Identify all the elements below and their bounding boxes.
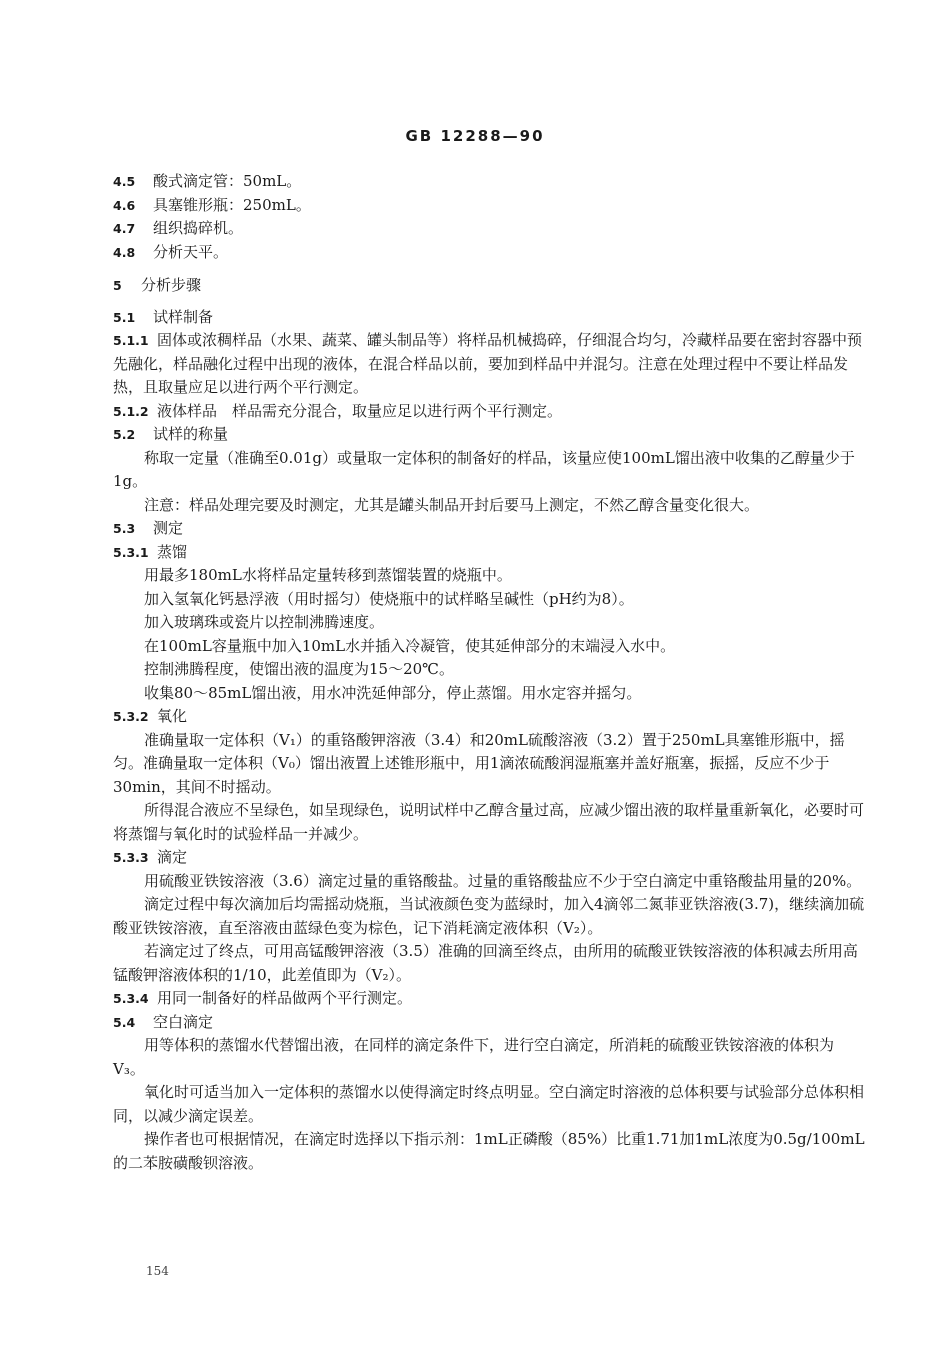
item-text: 酸式滴定管：50mL。 (153, 172, 302, 190)
procedure-line: 收集80～85mL馏出液，用水冲洗延伸部分，停止蒸馏。用水定容并摇匀。 (144, 683, 642, 702)
subsection-heading (113, 846, 865, 870)
section-number: 4.7 (113, 221, 136, 236)
section-number: 4.8 (113, 244, 136, 260)
procedure-line: 在100mL容量瓶中加入10mL水并插入冷凝管，使其延伸部分的末端浸入水中。 (144, 636, 676, 655)
section-number: 5.3 (113, 521, 136, 536)
section-heading (113, 274, 865, 298)
section-number: 5.3.2 (113, 709, 149, 724)
paragraph: 准确量取一定体积（V₁）的重铬酸钾溶液（3.4）和20mL硫酸溶液（3.2）置于250mL具塞锥形瓶中，摇匀。准确量取一定体积（V₀）馏出液置上述锥形瓶中，用1滴浓硫酸润湿瓶塞并盖好瓶塞，振摇，反应不少于30min，其间不时摇动。 (113, 730, 845, 796)
paragraph: 氧化时可适当加入一定体积的蒸馏水以使得滴定时终点明显。空白滴定时溶液的总体积要与试验部分总体积相同，以减少滴定误差。 (113, 1083, 865, 1125)
subsection-heading (113, 541, 865, 565)
subsection-heading (113, 423, 865, 447)
procedure-line: 控制沸腾程度，使馏出液的温度为15～20℃。 (144, 660, 454, 678)
paragraph: 滴定过程中每次滴加后均需摇动烧瓶，当试液颜色变为蓝绿时，加入4滴邻二氮菲亚铁溶液(3.7)，继续滴加硫酸亚铁铵溶液，直至溶液由蓝绿色变为棕色，记下消耗滴定液体积（V₂）。 (113, 895, 865, 937)
paragraph (113, 987, 865, 1011)
section-number: 5.2 (113, 427, 136, 442)
subsection-heading (113, 1011, 865, 1035)
subsection-heading (113, 705, 865, 729)
item-text: 组织捣碎机。 (153, 219, 244, 237)
note-paragraph: 注意：样品处理完要及时测定，尤其是罐头制品开封后要马上测定，不然乙醇含量变化很大。 (144, 495, 760, 514)
list-item (113, 170, 865, 194)
document-body (113, 170, 865, 1175)
item-text: 分析天平。 (153, 242, 229, 261)
section-number: 4.5 (113, 174, 136, 189)
section-number: 5.3.4 (113, 991, 149, 1006)
paragraph: 称取一定量（准确至0.01g）或量取一定体积的制备好的样品，该量应使100mL馏出液中收集的乙醇量少于1g。 (113, 448, 855, 490)
section-number: 5.1 (113, 309, 136, 325)
paragraph (113, 400, 865, 424)
list-item (113, 241, 865, 265)
subsection-heading (113, 306, 865, 330)
section-title: 空白滴定 (153, 1012, 214, 1031)
section-title: 分析步骤 (141, 276, 202, 294)
paragraph: 若滴定过了终点，可用高锰酸钾溶液（3.5）准确的回滴至终点，由所用的硫酸亚铁铵溶液的体积减去所用高锰酸钾溶液体积的1/10，此差值即为（V₂）。 (113, 942, 858, 984)
section-number: 5.3.3 (113, 850, 149, 865)
section-title: 氧化 (157, 707, 188, 725)
paragraph-text: 固体或浓稠样品（水果、蔬菜、罐头制品等）将样品机械捣碎，仔细混合均匀，冷藏样品要在密封容器中预先融化，样品融化过程中出现的液体，在混合样品以前，要加到样品中并混匀。注意在处理过程中不要让样品发热，且取量应足以进行两个平行测定。 (113, 331, 863, 396)
section-title: 蒸馏 (157, 542, 188, 561)
section-title: 测定 (153, 519, 184, 537)
section-title: 滴定 (157, 848, 188, 866)
section-number: 5 (113, 278, 122, 293)
paragraph-text: 用同一制备好的样品做两个平行测定。 (157, 989, 413, 1007)
list-item (113, 217, 865, 241)
paragraph-text: 液体样品 样品需充分混合，取量应足以进行两个平行测定。 (157, 401, 563, 420)
paragraph: 用硫酸亚铁铵溶液（3.6）滴定过量的重铬酸盐。过量的重铬酸盐应不少于空白滴定中重铬酸盐用量的20%。 (144, 871, 862, 890)
page-number: 154 (146, 1264, 169, 1278)
section-number: 4.6 (113, 197, 136, 213)
page-header: GB 12288—90 (405, 127, 545, 145)
paragraph: 所得混合液应不呈绿色，如呈现绿色，说明试样中乙醇含量过高，应减少馏出液的取样量重新氧化，必要时可将蒸馏与氧化时的试验样品一并减少。 (113, 801, 865, 843)
section-number: 5.3.1 (113, 544, 149, 560)
paragraph: 用等体积的蒸馏水代替馏出液，在同样的滴定条件下，进行空白滴定，所消耗的硫酸亚铁铵溶液的体积为V₃。 (113, 1036, 835, 1078)
item-text: 具塞锥形瓶：250mL。 (153, 195, 311, 214)
section-number: 5.1.2 (113, 403, 149, 419)
section-title: 试样制备 (153, 307, 214, 326)
list-item (113, 194, 865, 218)
section-number: 5.1.1 (113, 333, 149, 348)
paragraph (113, 329, 865, 400)
procedure-line: 用最多180mL水将样品定量转移到蒸馏装置的烧瓶中。 (144, 566, 512, 584)
paragraph: 操作者也可根据情况，在滴定时选择以下指示剂：1mL正磷酸（85%）比重1.71加1mL浓度为0.5g/100mL的二苯胺磺酸钡溶液。 (113, 1130, 865, 1172)
subsection-heading (113, 517, 865, 541)
procedure-line: 加入氢氧化钙悬浮液（用时摇匀）使烧瓶中的试样略呈碱性（pH约为8）。 (144, 589, 634, 608)
section-number: 5.4 (113, 1014, 136, 1030)
procedure-line: 加入玻璃珠或瓷片以控制沸腾速度。 (144, 613, 385, 631)
section-title: 试样的称量 (153, 425, 229, 443)
